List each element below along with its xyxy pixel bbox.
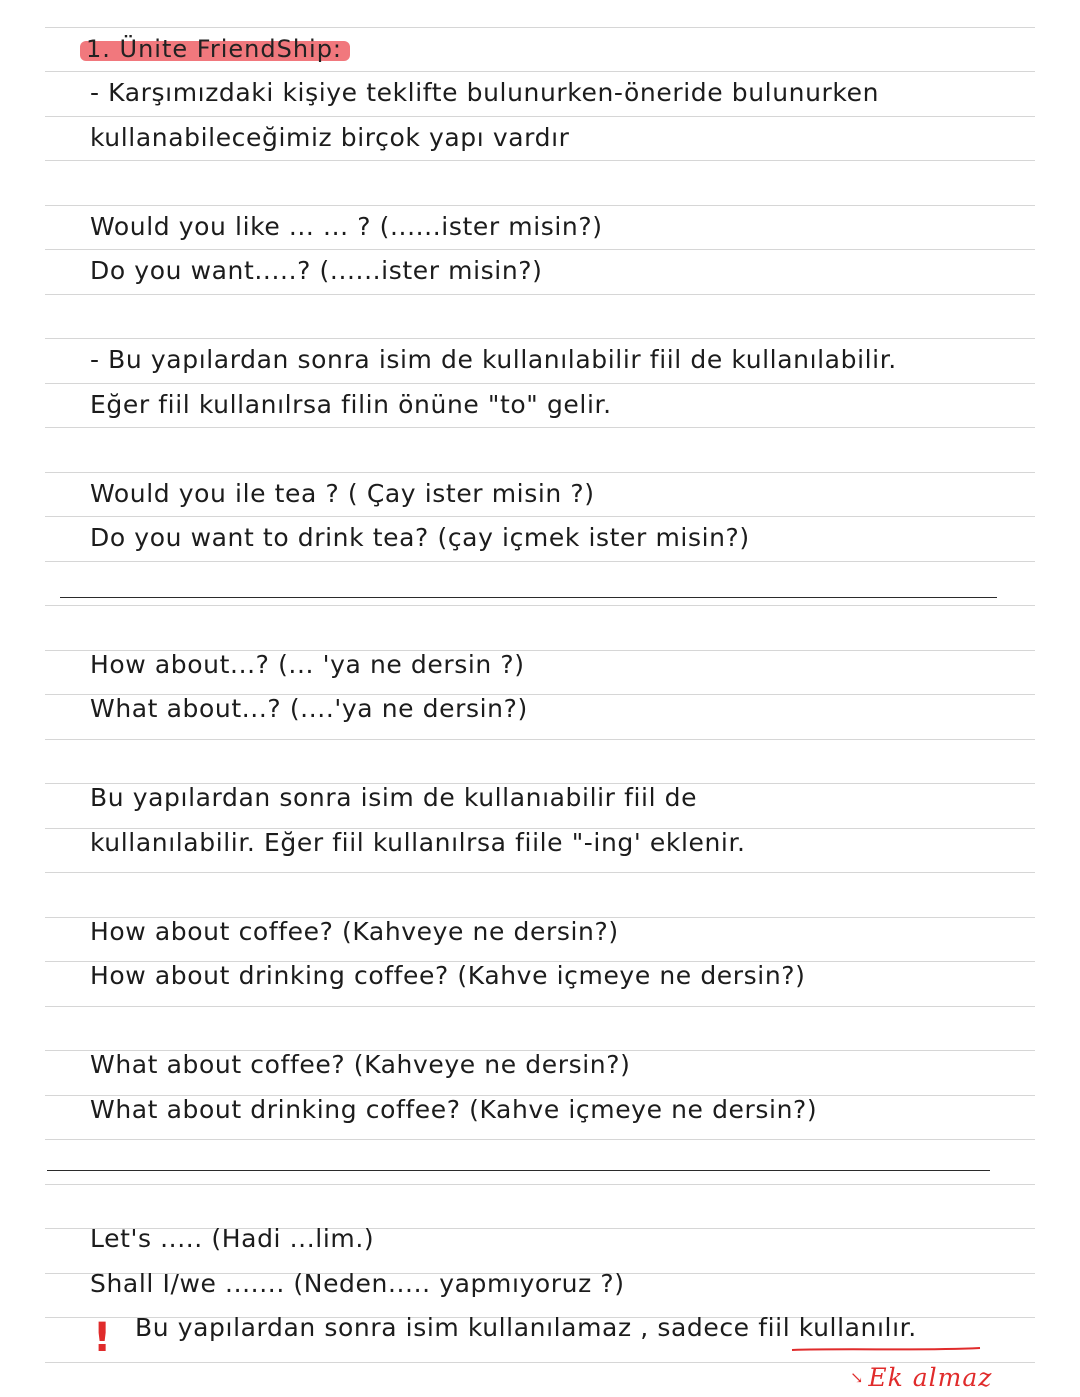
example-what-about-drinking: What about drinking coffee? (Kahve içmeye ne dersin?): [90, 1095, 818, 1124]
ing-note-1: Bu yapılardan sonra isim de kullanıabilir fiil de: [90, 783, 698, 812]
ruled-line: [45, 605, 1035, 606]
ruled-line: [45, 561, 1035, 562]
phrase-shall-we: Shall I/we ....... (Neden..... yapmıyoruz ?): [90, 1269, 625, 1298]
ruled-line: [45, 739, 1035, 740]
ruled-line: [45, 27, 1035, 28]
section-divider: [60, 597, 997, 598]
example-what-about-coffee: What about coffee? (Kahveye ne dersin?): [90, 1050, 631, 1079]
phrase-how-about: How about...? (... 'ya ne dersin ?): [90, 650, 525, 679]
ing-note-2: kullanılabilir. Eğer fiil kullanılrsa fiile "-ing' eklenir.: [90, 828, 746, 857]
intro-line-1: - Karşımızdaki kişiye teklifte bulunurken-öneride bulunurken: [90, 78, 880, 107]
ruled-line: [45, 872, 1035, 873]
intro-line-2: kullanabileceğimiz birçok yapı vardır: [90, 123, 570, 152]
phrase-do-you-want: Do you want.....? (......ister misin?): [90, 256, 543, 285]
margin-note: ↘ Ek almaz: [850, 1363, 993, 1392]
ruled-line: [45, 1184, 1035, 1185]
phrase-lets: Let's ..... (Hadi ...lim.): [90, 1224, 375, 1253]
example-tea-2: Do you want to drink tea? (çay içmek ister misin?): [90, 523, 750, 552]
example-how-about-coffee: How about coffee? (Kahveye ne dersin?): [90, 917, 619, 946]
rule-note-1: - Bu yapılardan sonra isim de kullanılabilir fiil de kullanılabilir.: [90, 345, 897, 374]
example-how-about-drinking: How about drinking coffee? (Kahve içmeye ne dersin?): [90, 961, 806, 990]
red-underline: [790, 1345, 982, 1353]
ruled-line: [45, 1139, 1035, 1140]
example-tea-1: Would you ile tea ? ( Çay ister misin ?): [90, 479, 595, 508]
page-title: 1. Ünite FriendShip:: [80, 33, 348, 65]
ruled-line: [45, 427, 1035, 428]
ruled-line: [45, 160, 1035, 161]
phrase-what-about: What about...? (....'ya ne dersin?): [90, 694, 528, 723]
phrase-would-you-like: Would you like ... ... ? (......ister misin?): [90, 212, 603, 241]
exclamation-icon: !: [93, 1315, 112, 1361]
section-divider: [47, 1170, 990, 1171]
verb-only-note: Bu yapılardan sonra isim kullanılamaz , sadece fiil kullanılır.: [135, 1313, 917, 1342]
ruled-line: [45, 294, 1035, 295]
arrow-icon: ↘: [850, 1368, 865, 1387]
ruled-line: [45, 1006, 1035, 1007]
rule-note-2: Eğer fiil kullanılrsa filin önüne "to" gelir.: [90, 390, 612, 419]
